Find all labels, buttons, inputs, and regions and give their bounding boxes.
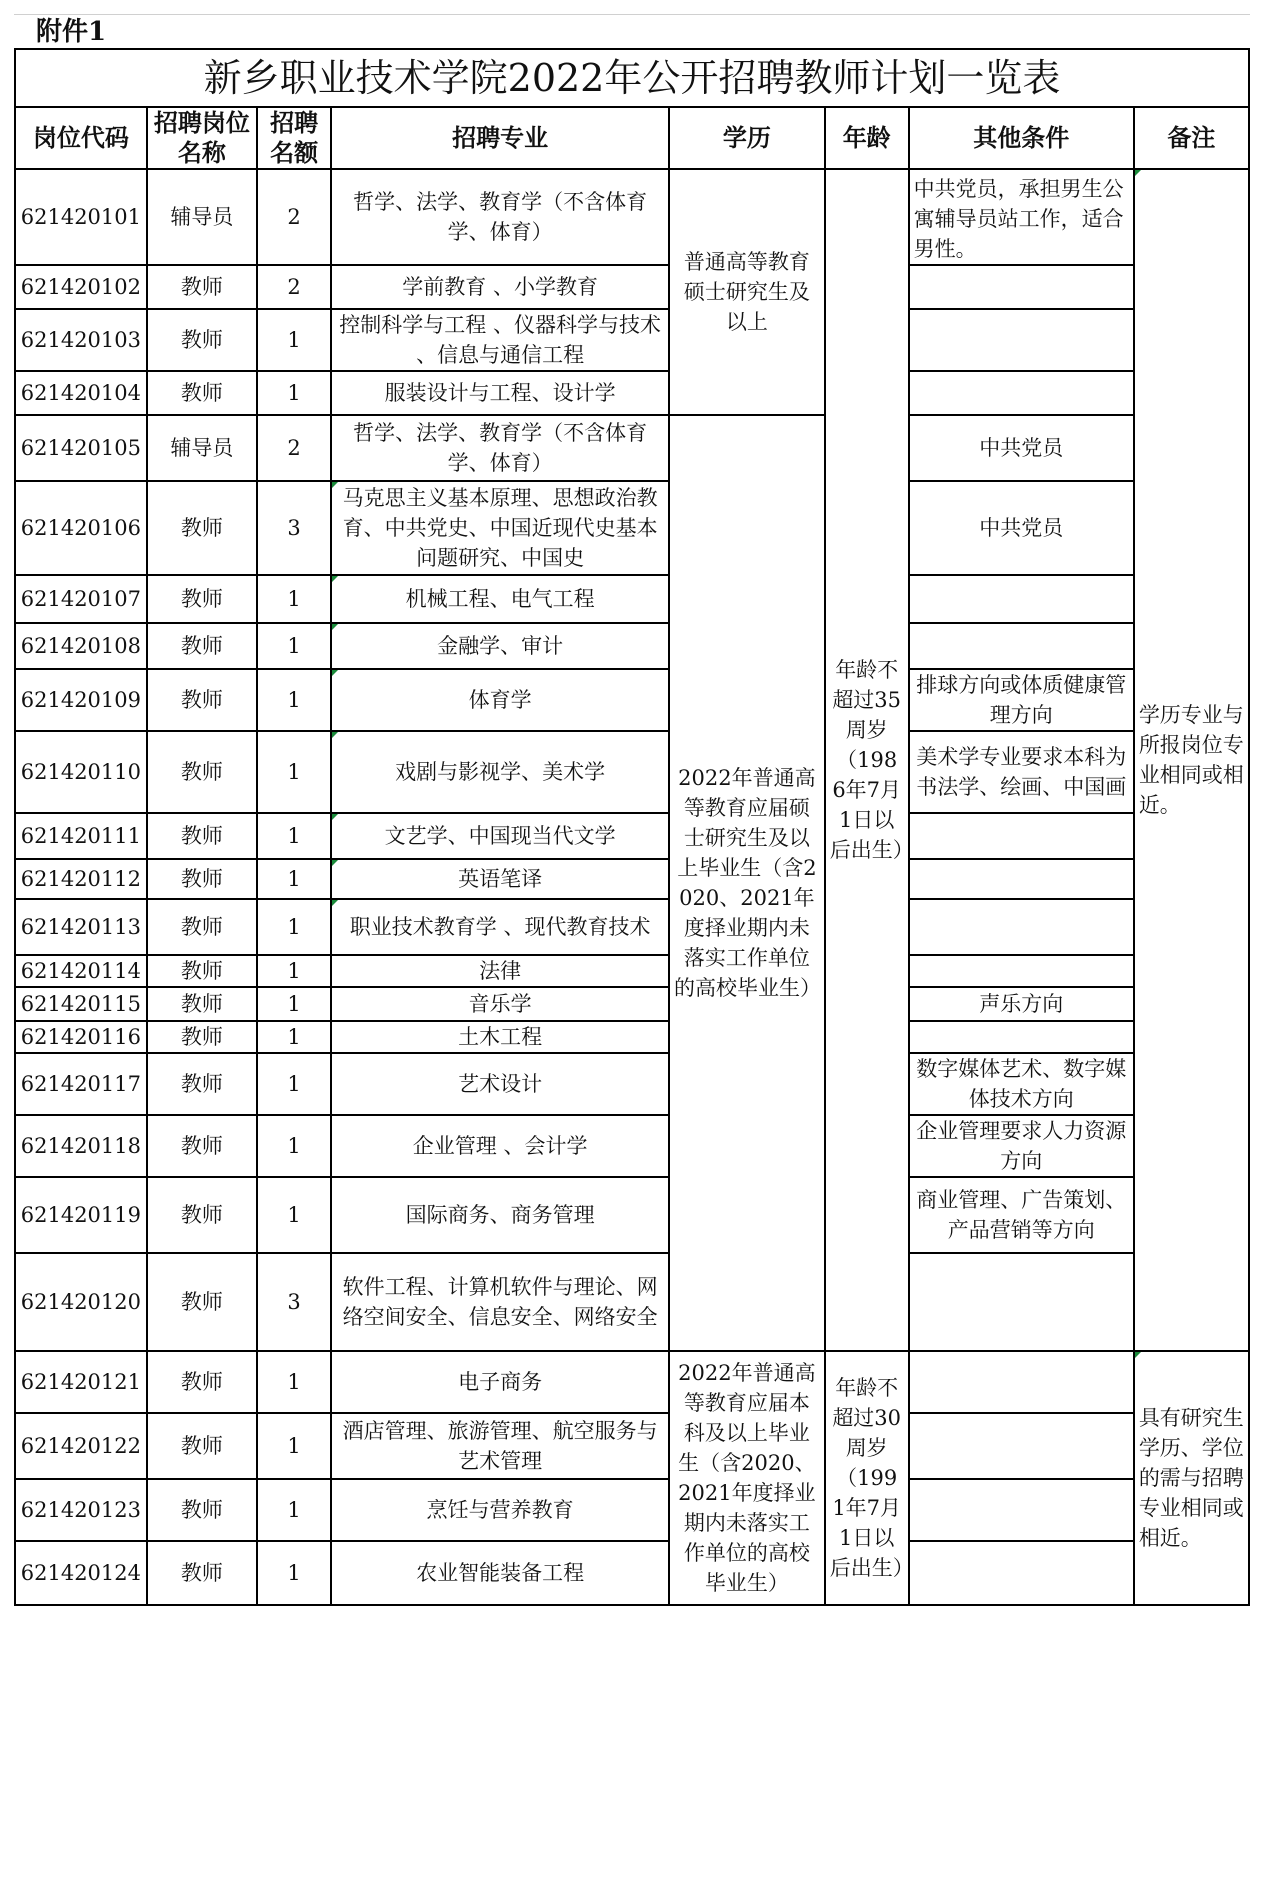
cell-other: 商业管理、广告策划、产品营销等方向 (909, 1177, 1134, 1253)
cell-other: 企业管理要求人力资源方向 (909, 1115, 1134, 1177)
cell-other (909, 1479, 1134, 1541)
table-row (15, 1053, 1249, 1115)
cell-count: 1 (257, 1413, 331, 1479)
cell-name: 教师 (147, 1351, 257, 1413)
cell-major: 学前教育 、小学教育 (331, 265, 669, 309)
cell-other (909, 1351, 1134, 1413)
cell-count: 1 (257, 1479, 331, 1541)
cell-other: 中共党员 (909, 481, 1134, 575)
cell-name: 教师 (147, 669, 257, 731)
cell-name: 教师 (147, 1021, 257, 1053)
header-edu: 学历 (669, 107, 825, 169)
table-row (15, 987, 1249, 1021)
cell-code: 621420119 (15, 1177, 147, 1253)
cell-other (909, 1021, 1134, 1053)
cell-other (909, 309, 1134, 371)
header-name: 招聘岗位名称 (147, 107, 257, 169)
table-row (15, 955, 1249, 987)
header-other: 其他条件 (909, 107, 1134, 169)
cell-code: 621420109 (15, 669, 147, 731)
cell-major: 音乐学 (331, 987, 669, 1021)
cell-major: 酒店管理、旅游管理、航空服务与艺术管理 (331, 1413, 669, 1479)
cell-other (909, 813, 1134, 859)
cell-code: 621420102 (15, 265, 147, 309)
cell-other: 中共党员，承担男生公寓辅导员站工作，适合男性。 (909, 169, 1134, 265)
cell-code: 621420122 (15, 1413, 147, 1479)
cell-name: 教师 (147, 731, 257, 813)
cell-other: 中共党员 (909, 415, 1134, 481)
cell-major: 土木工程 (331, 1021, 669, 1053)
cell-major: 控制科学与工程 、仪器科学与技术 、信息与通信工程 (331, 309, 669, 371)
cell-name: 教师 (147, 987, 257, 1021)
cell-name: 教师 (147, 859, 257, 899)
table-row (15, 669, 1249, 731)
cell-count: 1 (257, 859, 331, 899)
cell-code: 621420110 (15, 731, 147, 813)
cell-other (909, 1253, 1134, 1351)
cell-name: 教师 (147, 1053, 257, 1115)
gridline (14, 14, 1250, 51)
cell-count: 1 (257, 955, 331, 987)
cell-name: 教师 (147, 265, 257, 309)
table-row (15, 813, 1249, 859)
cell-other (909, 575, 1134, 623)
cell-count: 1 (257, 1351, 331, 1413)
cell-count: 1 (257, 575, 331, 623)
cell-major: 国际商务、商务管理 (331, 1177, 669, 1253)
cell-name: 教师 (147, 1177, 257, 1253)
cell-major: 英语笔译 (331, 859, 669, 899)
cell-count: 2 (257, 169, 331, 265)
cell-count: 1 (257, 371, 331, 415)
cell-name: 教师 (147, 1413, 257, 1479)
cell-other (909, 623, 1134, 669)
cell-major: 农业智能装备工程 (331, 1541, 669, 1605)
cell-name: 教师 (147, 575, 257, 623)
cell-count: 1 (257, 1541, 331, 1605)
cell-count: 1 (257, 987, 331, 1021)
cell-name: 教师 (147, 1253, 257, 1351)
cell-name: 教师 (147, 899, 257, 955)
cell-other (909, 899, 1134, 955)
cell-major: 服装设计与工程、设计学 (331, 371, 669, 415)
cell-other: 数字媒体艺术、数字媒体技术方向 (909, 1053, 1134, 1115)
cell-major: 企业管理 、会计学 (331, 1115, 669, 1177)
cell-major: 哲学、法学、教育学（不含体育学、体育） (331, 169, 669, 265)
cell-edu: 普通高等教育硕士研究生及以上 (669, 169, 825, 415)
cell-count: 1 (257, 1053, 331, 1115)
table-row (15, 1115, 1249, 1177)
cell-major: 马克思主义基本原理、思想政治教育、中共党史、中国近现代史基本问题研究、中国史 (331, 481, 669, 575)
cell-code: 621420117 (15, 1053, 147, 1115)
cell-code: 621420104 (15, 371, 147, 415)
cell-other: 排球方向或体质健康管理方向 (909, 669, 1134, 731)
cell-count: 1 (257, 1115, 331, 1177)
cell-edu: 2022年普通高等教育应届硕士研究生及以上毕业生（含2020、2021年度择业期内未落实工作单位的高校毕业生） (669, 415, 825, 1351)
cell-major: 体育学 (331, 669, 669, 731)
cell-count: 1 (257, 1177, 331, 1253)
cell-major: 金融学、审计 (331, 623, 669, 669)
cell-note: 学历专业与所报岗位专业相同或相近。 (1134, 169, 1249, 1351)
cell-major: 法律 (331, 955, 669, 987)
table-row (15, 265, 1249, 309)
cell-major: 软件工程、计算机软件与理论、网络空间安全、信息安全、网络安全 (331, 1253, 669, 1351)
table-row (15, 731, 1249, 813)
cell-code: 621420108 (15, 623, 147, 669)
cell-major: 电子商务 (331, 1351, 669, 1413)
cell-count: 1 (257, 1021, 331, 1053)
cell-name: 教师 (147, 813, 257, 859)
header-age: 年龄 (825, 107, 909, 169)
cell-other (909, 265, 1134, 309)
cell-code: 621420107 (15, 575, 147, 623)
cell-count: 3 (257, 1253, 331, 1351)
cell-code: 621420112 (15, 859, 147, 899)
header-count: 招聘名额 (257, 107, 331, 169)
cell-code: 621420118 (15, 1115, 147, 1177)
cell-code: 621420121 (15, 1351, 147, 1413)
table-row (15, 1351, 1249, 1413)
cell-count: 1 (257, 731, 331, 813)
table-row (15, 481, 1249, 575)
cell-name: 教师 (147, 1479, 257, 1541)
cell-code: 621420114 (15, 955, 147, 987)
cell-count: 2 (257, 265, 331, 309)
cell-code: 621420105 (15, 415, 147, 481)
table-row (15, 169, 1249, 265)
cell-name: 教师 (147, 955, 257, 987)
table-row (15, 415, 1249, 481)
cell-other (909, 955, 1134, 987)
table-row (15, 371, 1249, 415)
cell-other: 美术学专业要求本科为书法学、绘画、中国画 (909, 731, 1134, 813)
cell-name: 教师 (147, 1541, 257, 1605)
cell-name: 教师 (147, 371, 257, 415)
cell-note: 具有研究生学历、学位的需与招聘专业相同或相近。 (1134, 1351, 1249, 1605)
cell-age: 年龄不超过35周岁（1986年7月1日以后出生） (825, 169, 909, 1351)
cell-code: 621420124 (15, 1541, 147, 1605)
cell-name: 教师 (147, 481, 257, 575)
cell-name: 教师 (147, 623, 257, 669)
cell-major: 烹饪与营养教育 (331, 1479, 669, 1541)
table-row (15, 1479, 1249, 1541)
cell-age: 年龄不超过30周岁（1991年7月1日以后出生） (825, 1351, 909, 1605)
table-row (15, 1541, 1249, 1605)
cell-code: 621420111 (15, 813, 147, 859)
cell-other (909, 371, 1134, 415)
cell-other (909, 1413, 1134, 1479)
cell-code: 621420120 (15, 1253, 147, 1351)
cell-code: 621420101 (15, 169, 147, 265)
header-note: 备注 (1134, 107, 1249, 169)
cell-code: 621420106 (15, 481, 147, 575)
table-row (15, 1253, 1249, 1351)
cell-count: 2 (257, 415, 331, 481)
table-row (15, 575, 1249, 623)
table-row (15, 859, 1249, 899)
cell-code: 621420116 (15, 1021, 147, 1053)
cell-other (909, 859, 1134, 899)
table-row (15, 1021, 1249, 1053)
cell-code: 621420123 (15, 1479, 147, 1541)
recruitment-table (14, 48, 1250, 1606)
cell-count: 1 (257, 813, 331, 859)
cell-code: 621420113 (15, 899, 147, 955)
cell-other (909, 1541, 1134, 1605)
cell-count: 1 (257, 899, 331, 955)
cell-count: 3 (257, 481, 331, 575)
table-row (15, 623, 1249, 669)
cell-code: 621420103 (15, 309, 147, 371)
attachment-label: 附件1 (36, 17, 107, 47)
cell-count: 1 (257, 623, 331, 669)
table-row (15, 1413, 1249, 1479)
table-row (15, 309, 1249, 371)
cell-major: 机械工程、电气工程 (331, 575, 669, 623)
cell-other: 声乐方向 (909, 987, 1134, 1021)
cell-name: 辅导员 (147, 415, 257, 481)
cell-code: 621420115 (15, 987, 147, 1021)
cell-major: 职业技术教育学 、现代教育技术 (331, 899, 669, 955)
cell-edu: 2022年普通高等教育应届本科及以上毕业生（含2020、2021年度择业期内未落实工作单位的高校毕业生） (669, 1351, 825, 1605)
cell-name: 教师 (147, 1115, 257, 1177)
cell-major: 文艺学、中国现当代文学 (331, 813, 669, 859)
cell-name: 教师 (147, 309, 257, 371)
cell-count: 1 (257, 309, 331, 371)
cell-name: 辅导员 (147, 169, 257, 265)
cell-major: 戏剧与影视学、美术学 (331, 731, 669, 813)
table-row (15, 1177, 1249, 1253)
cell-major: 艺术设计 (331, 1053, 669, 1115)
table-row (15, 899, 1249, 955)
header-major: 招聘专业 (331, 107, 669, 169)
cell-major: 哲学、法学、教育学（不含体育学、体育） (331, 415, 669, 481)
header-code: 岗位代码 (15, 107, 147, 169)
cell-count: 1 (257, 669, 331, 731)
table-title: 新乡职业技术学院2022年公开招聘教师计划一览表 (15, 49, 1249, 107)
